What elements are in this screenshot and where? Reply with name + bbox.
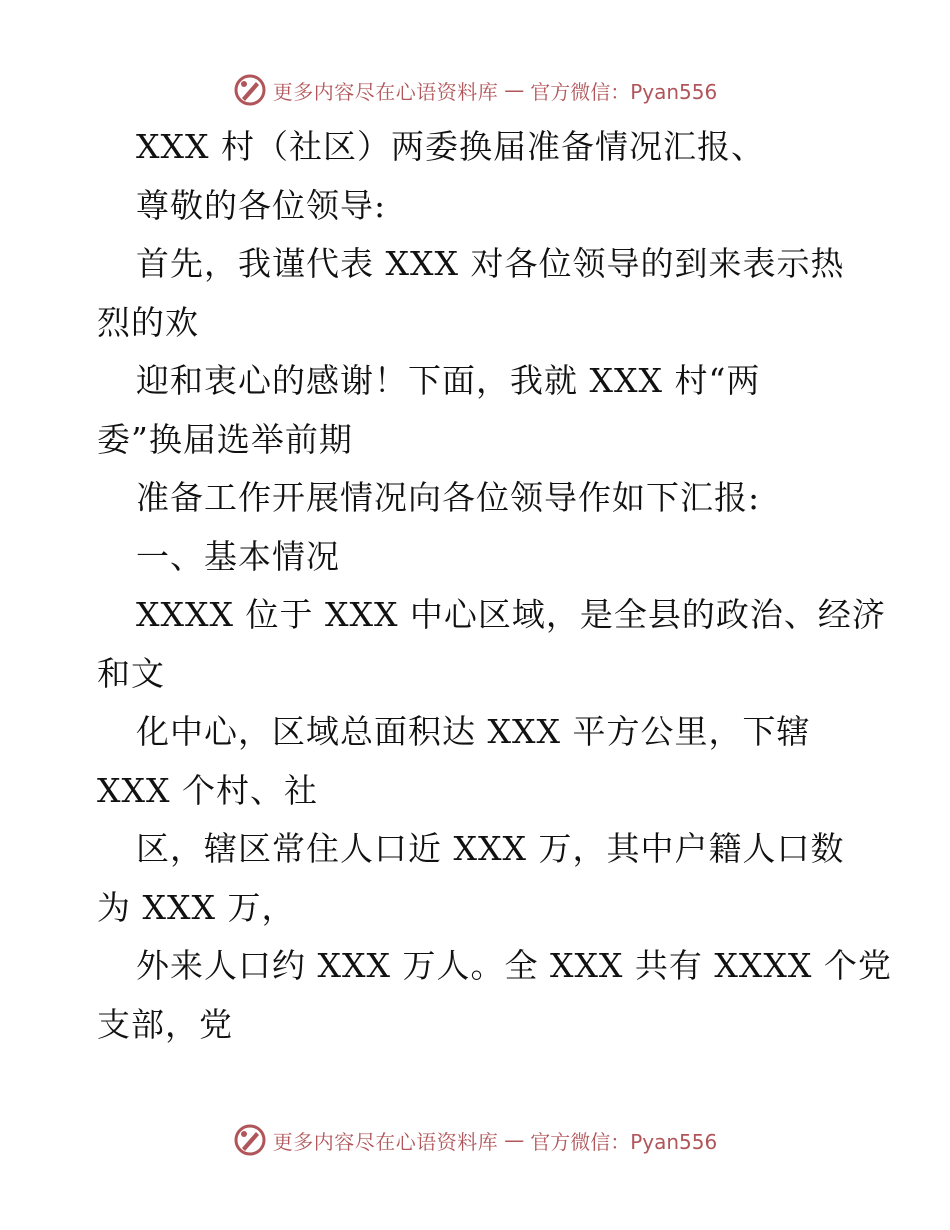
watermark-separator: — xyxy=(504,78,525,102)
watermark-group xyxy=(233,1123,718,1157)
watermark-separator: — xyxy=(504,1128,525,1152)
watermark-site-text: 更多内容尽在心语资料库 xyxy=(272,1129,499,1154)
paragraph-line: 支部，党 xyxy=(97,1004,233,1044)
paragraph-line: 外来人口约 XXX 万人。全 XXX 共有 XXXX 个党 xyxy=(136,946,892,985)
document-title-line: XXX 村（社区）两委换届准备情况汇报、 xyxy=(136,127,765,166)
paragraph-line: 为 XXX 万， xyxy=(97,887,296,927)
footer-watermark xyxy=(0,1120,950,1160)
paragraph-line: 首先，我谨代表 XXX 对各位领导的到来表示热 xyxy=(136,244,845,283)
pen-logo-icon xyxy=(233,1123,267,1157)
paragraph-line: XXX 个村、社 xyxy=(97,770,318,810)
paragraph-line: 和文 xyxy=(97,653,165,693)
document-body xyxy=(97,118,892,1054)
watermark-site-text: 更多内容尽在心语资料库 xyxy=(272,79,499,104)
section-heading: 一、基本情况 xyxy=(136,536,340,576)
paragraph-line: XXXX 位于 XXX 中心区域，是全县的政治、经济 xyxy=(136,595,886,634)
watermark-group xyxy=(233,73,718,107)
watermark-wechat-text: 官方微信：Pyan556 xyxy=(530,1129,718,1154)
paragraph-line: 委”换届选举前期 xyxy=(97,419,353,459)
paragraph-line: 烈的欢 xyxy=(97,302,199,342)
paragraph-line: 化中心，区域总面积达 XXX 平方公里，下辖 xyxy=(136,712,811,751)
header-watermark xyxy=(0,70,950,110)
watermark-wechat-text: 官方微信：Pyan556 xyxy=(530,79,718,104)
salutation-line: 尊敬的各位领导: xyxy=(136,185,387,225)
pen-logo-icon xyxy=(233,73,267,107)
paragraph-line: 区，辖区常住人口近 XXX 万，其中户籍人口数 xyxy=(136,829,845,868)
paragraph-line: 迎和衷心的感谢！下面，我就 XXX 村“两 xyxy=(136,361,761,400)
paragraph-line: 准备工作开展情况向各位领导作如下汇报: xyxy=(136,478,761,517)
